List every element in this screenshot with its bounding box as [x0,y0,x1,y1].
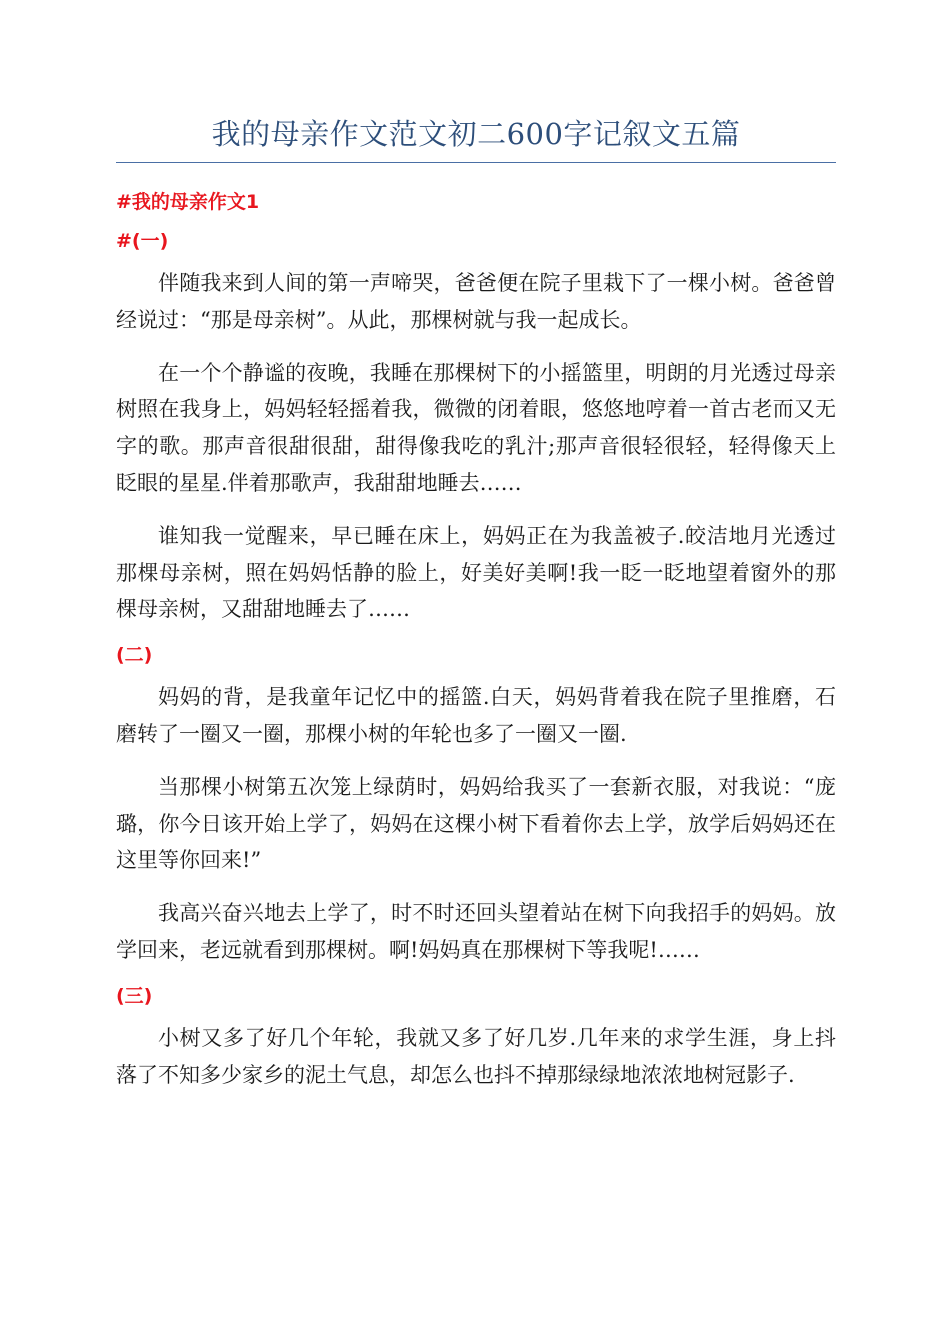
paragraph: 在一个个静谧的夜晚，我睡在那棵树下的小摇篮里，明朗的月光透过母亲树照在我身上，妈妈轻轻摇着我，微微的闭着眼，悠悠地哼着一首古老而又无字的歌。那声音很甜很甜，甜得像我吃的乳汁;那声音很轻很轻，轻得像天上眨眼的星星.伴着那歌声，我甜甜地睡去…… [116,360,836,495]
paragraph: 当那棵小树第五次笼上绿荫时，妈妈给我买了一套新衣服，对我说：“庞璐，你今日该开始上学了，妈妈在这棵小树下看着你去上学，放学后妈妈还在这里等你回来!” [116,774,836,873]
main-heading: #我的母亲作文1 [116,191,260,213]
section-heading-2: (二) [116,644,153,667]
paragraph: 我高兴奋兴地去上学了，时不时还回头望着站在树下向我招手的妈妈。放学回来，老远就看到那棵树。啊!妈妈真在那棵树下等我呢!…… [116,901,836,962]
paragraph: 谁知我一觉醒来，早已睡在床上，妈妈正在为我盖被子.皎洁地月光透过那棵母亲树，照在妈妈恬静的脸上，好美好美啊!我一眨一眨地望着窗外的那棵母亲树，又甜甜地睡去了…… [116,523,836,622]
paragraph: 妈妈的背，是我童年记忆中的摇篮.白天，妈妈背着我在院子里推磨，石磨转了一圈又一圈，那棵小树的年轮也多了一圈又一圈. [116,685,836,746]
paragraph: 伴随我来到人间的第一声啼哭，爸爸便在院子里栽下了一棵小树。爸爸曾经说过：“那是母亲树”。从此，那棵树就与我一起成长。 [116,271,836,332]
section-heading-3: (三) [116,984,153,1007]
document-page [116,112,836,1093]
document-title: 我的母亲作文范文初二600字记叙文五篇 [211,117,741,151]
section-heading-1: #(一) [116,230,169,252]
title-underline [116,162,836,163]
paragraph: 小树又多了好几个年轮，我就又多了好几岁.几年来的求学生涯，身上抖落了不知多少家乡的泥土气息，却怎么也抖不掉那绿绿地浓浓地树冠影子. [116,1025,836,1087]
